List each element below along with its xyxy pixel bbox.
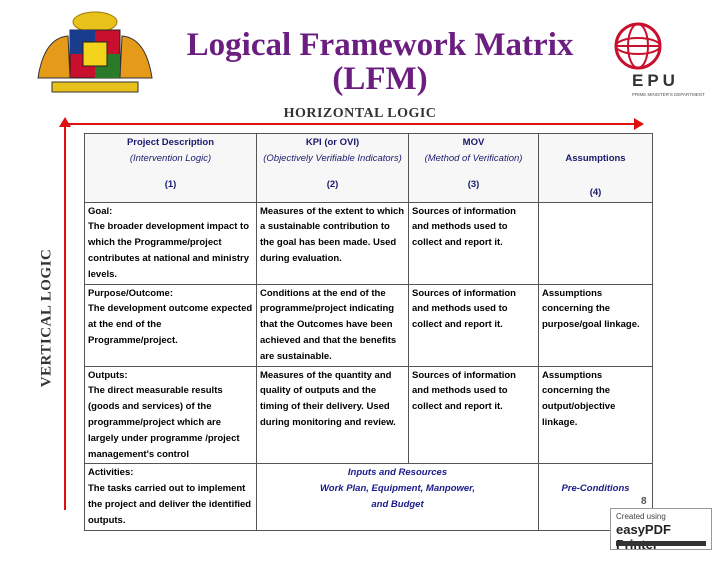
goal-mov: Sources of information and methods used to collect and report it. [409,202,539,284]
header-title: Project Description [126,137,215,148]
outputs-assumptions: Assumptions concerning the output/objective linkage. [539,366,653,464]
coat-of-arms-logo [30,8,160,100]
header-project-description [85,134,257,203]
goal-kpi: Measures of the extent to which a sustainable contribution to the goal has been made. Used during evaluation. [257,202,409,284]
header-subtitle: (Method of Verification) [424,152,523,164]
purpose-kpi: Conditions at the end of the programme/project indicating that the Outcomes have been achieved and that the benefits are sustainable. [257,284,409,366]
goal-row [85,202,653,284]
header-mov [409,134,539,203]
inputs-and-resources [257,464,539,530]
header-number: (4) [589,186,602,198]
header-subtitle: (Intervention Logic) [129,152,212,164]
page-number: 8 [641,496,647,507]
outputs-row [85,366,653,464]
header-number: (3) [467,178,480,190]
easypdf-line-2: easyPDF [616,522,671,537]
activities-row [85,464,653,530]
header-title: Assumptions [565,153,626,164]
epu-logo-text: EPU [632,71,679,90]
inputs-line-3: and Budget [371,498,424,510]
outputs-description: Outputs: The direct measurable results (goods and services) of the programme/project which are largely under programme /project management's control [85,366,257,464]
header-row [85,134,653,203]
purpose-assumptions: Assumptions concerning the purpose/goal linkage. [539,284,653,366]
title-line-2: (LFM) [332,61,428,97]
header-kpi [257,134,409,203]
epu-logo [604,20,716,104]
vertical-arrow [58,116,72,511]
inputs-line-2: Work Plan, Equipment, Manpower, [319,483,475,495]
goal-description: Goal: The broader development impact to which the Programme/project contributes at national and ministry levels. [85,202,257,284]
easypdf-badge[interactable] [610,508,712,550]
outputs-mov: Sources of information and methods used to collect and report it. [409,366,539,464]
purpose-description: Purpose/Outcome: The development outcome expected at the end of the Programme/project. [85,284,257,366]
easypdf-line-1: Created using [616,512,666,521]
page-title [160,28,600,96]
inputs-title: Inputs and Resources [347,467,448,479]
vertical-logic-label: VERTICAL LOGIC [38,248,55,388]
horizontal-logic-label: HORIZONTAL LOGIC [283,106,437,121]
goal-assumptions [539,202,653,284]
activities-description: Activities: The tasks carried out to implement the project and deliver the identified outputs. [85,464,257,530]
pre-conditions: Pre-Conditions [539,464,653,530]
epu-logo-subtitle: PRIME MINISTER'S DEPARTMENT [632,92,705,97]
header-assumptions [539,134,653,203]
header-title: MOV [462,137,485,148]
header-subtitle: (Objectively Verifiable Indicators) [263,152,402,164]
outputs-kpi: Measures of the quantity and quality of outputs and the timing of their delivery. Used during monitoring and review. [257,366,409,464]
purpose-mov: Sources of information and methods used to collect and report it. [409,284,539,366]
header-number: (2) [326,178,339,190]
horizontal-arrow [60,114,645,134]
title-line-1: Logical Framework Matrix [186,27,574,63]
easypdf-bar [616,541,706,546]
logframe-matrix-table [84,133,653,531]
purpose-row [85,284,653,366]
header-title: KPI (or OVI) [305,137,360,148]
header-number: (1) [164,178,177,190]
